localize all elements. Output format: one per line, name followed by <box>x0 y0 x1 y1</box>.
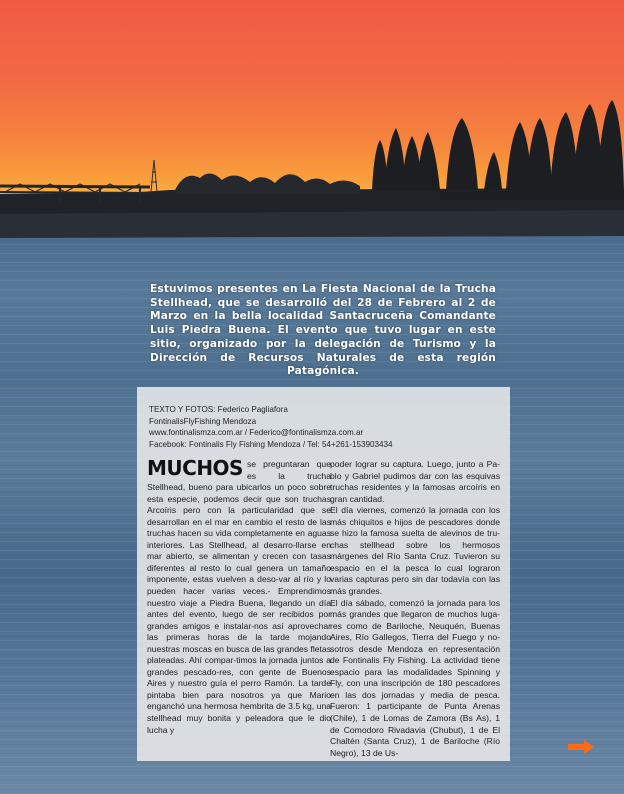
credit-web-email: www.fontinalismza.com.ar / Federico@fontinalismza.com.ar <box>149 428 364 438</box>
article-text-left: se preguntaran que es la trucha Stellhead, bueno para ubicarlos un poco sobre esta especie, podemos decir que son truchas Arcoíris pero con la particularidad que se desarrollan en el mar en cambio el resto de las truchas hacen su vida completamente en aguas interiores. Las Stellhead, al desarro-llarse en mar abierto, se alimentan y crecen con tasas diferentes al resto lo cual genera un tamaño imponente, estas vuelven a deso-var al río y lo pueden hacer varias veces.- Emprendimos nuestro viaje a Piedra Buena, llegando un día antes del evento, luego de ser recibidos por grandes amigos e instalar-nos así aprovechar las primeras horas de la tarde mojando nuestras moscas en busca de las grandes fletas plateadas. Ahí compar-timos la jornada juntos a grandes pescado-res, con gente de Buenos Aires y nuestro guía el perro Ramón. La tarde pintaba bien para nosotros ya que Mario enganchó una hermosa hembrita de 3.5 kg, una stellhead muy bonita y peleadora que le dio lucha y <box>147 459 331 735</box>
intro-paragraph: Estuvimos presentes en La Fiesta Nacional de la Trucha Stellhead, que se desarrolló del 28 de Febrero al 2 de Marzo en la bella localidad Santacruceña Comandante Luis Piedra Buena. El evento que tuvo lugar en este sitio, organizado por la delegación de Turismo y la Dirección de Recursos Naturales de esta región Patagónica. <box>150 283 496 378</box>
article-credits <box>149 404 393 450</box>
article-paragraph: El día viernes, comenzó la jornada con los más chiquitos e hijos de pescadores donde se hizo la famosa suelta de alevinos de tru-chas stellhead sobre los hermosos márgenes del Río Santa Cruz. Tuvieron su espacio en el la pesca lo cual lograron varias capturas pero sin dar todavía con las más grandes. <box>330 505 500 597</box>
shoreline-silhouette <box>0 0 624 260</box>
credit-author: TEXTO Y FOTOS: Federico Pagliafora <box>149 405 288 414</box>
poplar-trees <box>372 100 624 200</box>
article-paragraph: poder lograr su captura. Luego, junto a Pa-blo y Gabriel pudimos dar con las esquivas truchas residentes y la famosas arcoíris en gran cantidad. <box>330 459 500 504</box>
credit-organization: FontinalisFlyFishing Mendoza <box>149 416 257 426</box>
article-paragraph: El día sábado, comenzó la jornada para los más grandes que llegaron de muchos luga-res como de Bariloche, Neuquén, Buenas Aires, Río Gallegos, Tierra del Fuego y no-sotros desde Mendoza en representación de Fontinalis Fly Fishing. La actividad tiene espacio para las modalidades Spinning y Fly, con una inscripción de 180 pescadores en las dos jornadas y media de pesca. Fueron: 1 participante de Punta Arenas (Chile), 1 de Lomas de Zamora (Bs As), 1 de Comodoro Rivadavia (Chubut), 1 de El Chaltén (Santa Cruz), 1 de Bariloche (Río Negro), 13 de Us- <box>330 597 500 758</box>
arrow-right-icon[interactable] <box>568 740 594 754</box>
article-column-right <box>330 459 500 759</box>
credit-facebook-phone: Facebook: Fontinalis Fly Fishing Mendoza / Tel: 54+261-153903434 <box>149 439 393 449</box>
article-dropcap: MUCHOS <box>147 456 243 480</box>
antenna-tower <box>151 160 157 192</box>
article-column-left <box>147 456 331 736</box>
